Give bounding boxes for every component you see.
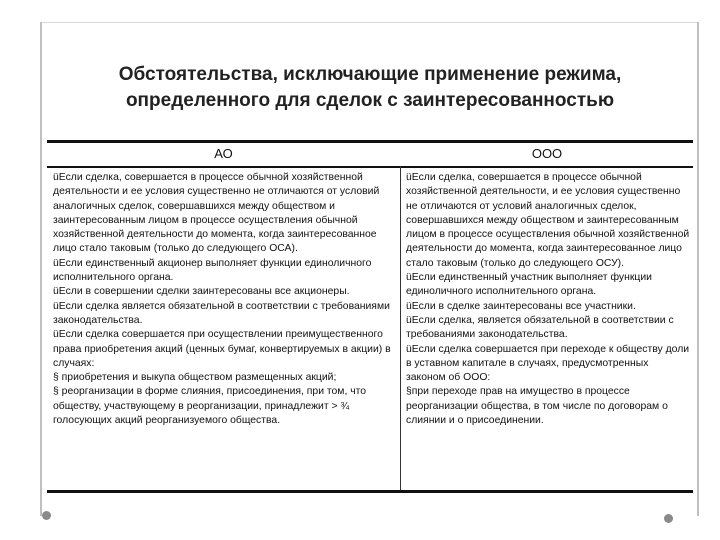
ooo-item: üЕсли в сделке заинтересованы все участники. bbox=[406, 300, 636, 312]
slide-frame-left bbox=[40, 22, 42, 516]
ao-column-cell bbox=[53, 171, 395, 428]
slide-title-line-2: определенного для сделок с заинтересованностью bbox=[125, 90, 615, 111]
ooo-item: §при переходе прав на имущество в процессе реорганизации общества, в том числе по договорам о слиянии и о присоединении. bbox=[406, 386, 668, 427]
column-header-ooo: ООО bbox=[531, 146, 563, 161]
table-header-rule bbox=[47, 166, 693, 168]
table-column-divider bbox=[400, 166, 401, 491]
ooo-column-cell bbox=[406, 171, 690, 428]
slide-title-line-1: Обстоятельства, исключающие применение режима, bbox=[118, 64, 622, 85]
ooo-item: üЕсли сделка, является обязательной в соответствии с требованиями законодательства. bbox=[406, 314, 674, 341]
ao-item: üЕсли сделка является обязательной в соответствии с требованиями законодательства. bbox=[53, 300, 390, 326]
ooo-item: üЕсли сделка совершается при переходе к обществу доли в уставном капитале в случаях, предусмотренных законом об ООО: bbox=[406, 343, 690, 384]
column-header-ao: АО bbox=[214, 146, 233, 161]
ooo-item: üЕсли единственный участник выполняет функции единоличного исполнительного органа. bbox=[406, 272, 652, 298]
ao-item: üЕсли в совершении сделки заинтересованы все акционеры. bbox=[53, 286, 350, 298]
ooo-item: üЕсли сделка, совершается в процессе обычной хозяйственной деятельности, и ее условия существенно не отличаются от условий аналогичных сделок, совершавшихся между обществом и заинтересованным лицом в процессе осуществления обычной хозяйственной деятельности до момента, когда заинтересованное лицо стало таковым (только до следующего ОСУ). bbox=[406, 172, 690, 269]
slide-title bbox=[50, 62, 690, 114]
ao-item: üЕсли сделка совершается при осуществлении преимущественного права приобретения акций (ценных бумаг, конвертируемых в акции) в случаях: bbox=[53, 329, 391, 369]
table-top-rule bbox=[47, 140, 693, 143]
comparison-table bbox=[47, 140, 693, 492]
table-bottom-rule bbox=[47, 490, 693, 493]
slide-corner-dot-right bbox=[664, 514, 673, 523]
ao-item: § приобретения и выкупа обществом размещенных акций; bbox=[53, 372, 337, 384]
slide-corner-dot-left bbox=[42, 511, 51, 520]
ao-item: § реорганизации в форме слияния, присоединения, при том, что обществу, участвующему в реорганизации, принадлежит > ¾ голосующих акций реорганизуемого общества. bbox=[53, 386, 367, 427]
slide-frame-top bbox=[40, 22, 699, 23]
slide-frame-right bbox=[697, 22, 699, 516]
ao-item: üЕсли сделка, совершается в процессе обычной хозяйственной деятельности и ее условия существенно не отличаются от условий аналогичных сделок, совершавшихся между обществом и заинтересованным лицом в процессе осуществления обычной хозяйственной деятельности до момента, когда заинтересованное лицо стало таковым (только до следующего ОСА). bbox=[53, 172, 380, 255]
ao-item: üЕсли единственный акционер выполняет функции единоличного исполнительного органа. bbox=[53, 257, 372, 284]
